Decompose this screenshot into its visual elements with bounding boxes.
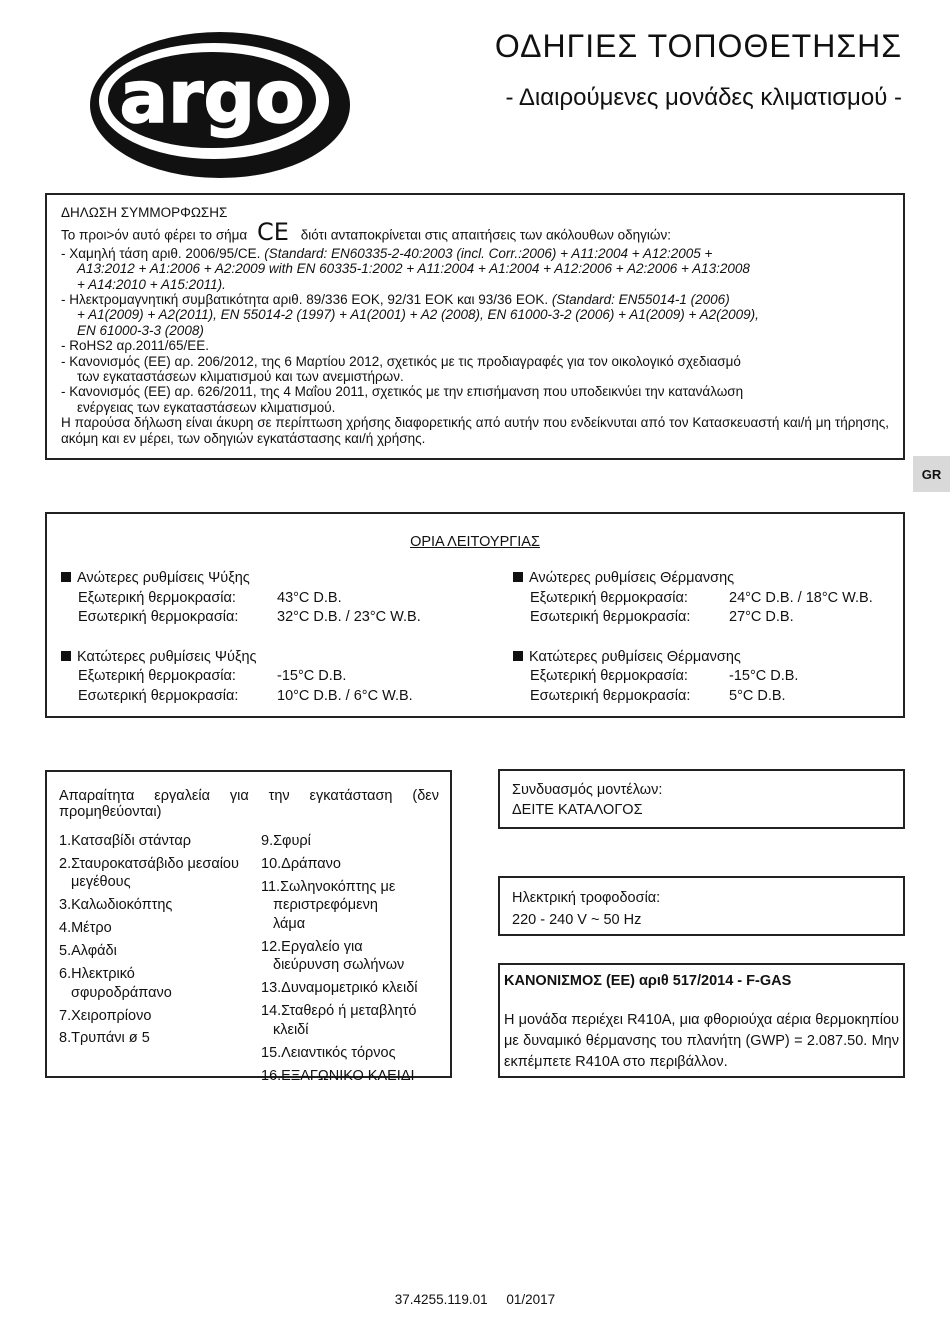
cooling-min-heading: Κατώτερες ρυθμίσεις Ψύξης [61, 648, 421, 668]
tool-item [261, 855, 417, 874]
power-supply-box [498, 876, 905, 936]
tools-list-right [261, 832, 417, 1090]
tool-item-label: 14.Σταθερό ή μεταβλητό [261, 1003, 417, 1020]
fgas-text: Η μονάδα περιέχει R410A, μια φθοριούχα αέρια θερμοκηπίου με δυναμικό θέρμανσης του πλανήτη (GWP) = 2.087.50. Μην εκπέμπετε R410A στο περιβάλλον. [504, 1012, 899, 1070]
cooling-min-outdoor: Εξωτερική θερμοκρασία: -15°C D.B. [78, 668, 347, 684]
ce-mark-text: CE [257, 220, 289, 243]
tool-item [261, 1002, 417, 1039]
tool-item-continuation: λάμα [273, 915, 306, 932]
document-subtitle: - Διαιρούμενες μονάδες κλιματισμού - [505, 84, 902, 111]
footer-date: 01/2017 [506, 1292, 556, 1307]
footer-code: 37.4255.119.01 [394, 1292, 488, 1307]
tool-item-continuation: μεγέθους [71, 874, 131, 891]
fgas-box [498, 963, 905, 1078]
tool-item-label: 8.Τρυπάνι ø 5 [59, 1030, 150, 1047]
bullet-square-icon [61, 572, 71, 582]
declaration-line-text: - Κανονισμός (ΕΕ) αρ. 626/2011, της 4 Μαΐου 2011, σχετικός με την επισήμανση που υποδεικνύει την κατανάλωση [61, 384, 744, 400]
operating-limits-title: ΟΡΙΑ ΛΕΙΤΟΥΡΓΙΑΣ [410, 534, 540, 550]
power-title: Ηλεκτρική τροφοδοσία: [512, 890, 661, 906]
language-tab: GR [913, 456, 950, 492]
tool-item-continuation: κλειδί [273, 1021, 309, 1038]
declaration-box [45, 193, 905, 460]
bullet-square-icon [513, 572, 523, 582]
declaration-line-standard: + A1(2009) + A2(2011), EN 55014-2 (1997) + A1(2001) + A2 (2008), EN 61000-3-2 (2006) + A1(2009) + A2(2009), [77, 307, 759, 323]
declaration-line-standard: + A14:2010 + A15:2011). [77, 276, 226, 292]
declaration-line-text: - Ηλεκτρομαγνητική συμβατικότητα αριθ. 89/336 ΕΟΚ, 92/31 ΕΟΚ και 93/36 ΕΟΚ. [61, 292, 552, 308]
tool-item [261, 832, 417, 851]
tool-item [59, 1029, 239, 1048]
declaration-intro-after: διότι ανταποκρίνεται στις απαιτήσεις των ακόλουθων οδηγιών: [300, 227, 671, 243]
declaration-line [61, 292, 889, 307]
heating-min-heading: Κατώτερες ρυθμίσεις Θέρμανσης [513, 648, 873, 668]
tool-item-label: 6.Ηλεκτρικό [59, 966, 135, 983]
logo-wordmark: argo [119, 55, 305, 139]
declaration-line [61, 323, 889, 338]
tool-item [59, 942, 239, 961]
heating-min-indoor: Εσωτερική θερμοκρασία: 5°C D.B. [530, 687, 786, 704]
models-title: Συνδυασμός μοντέλων: [512, 782, 663, 798]
declaration-closing: Η παρούσα δήλωση είναι άκυρη σε περίπτωση χρήσης διαφορετικής από αυτήν που ενδείκνυται από τον Κατασκευαστή και/ή μη τήρησης, ακόμη και εν μέρει, των οδηγιών εγκατάστασης και/ή χρήσης. [61, 415, 889, 446]
tools-list-left [59, 832, 239, 1052]
tool-item-label: 7.Χειροπρίονο [59, 1007, 152, 1024]
declaration-line [61, 338, 889, 353]
tool-item-label: 13.Δυναμομετρικό κλειδί [261, 980, 418, 997]
argo-logo [88, 30, 353, 180]
heating-min-outdoor: Εξωτερική θερμοκρασία: -15°C D.B. [530, 668, 799, 684]
declaration-line-text: - Κανονισμός (ΕΕ) αρ. 206/2012, της 6 Μαρτίου 2012, σχετικός με τις προδιαγραφές για τον οικολογικό σχεδιασμό [61, 353, 741, 369]
tool-item-label: 2.Σταυροκατσάβιδο μεσαίου [59, 855, 239, 872]
bullet-square-icon [61, 651, 71, 661]
heating-max-heading: Ανώτερες ρυθμίσεις Θέρμανσης [513, 569, 873, 589]
cooling-max-heading: Ανώτερες ρυθμίσεις Ψύξης [61, 569, 421, 589]
tool-item-label: 10.Δράπανο [261, 855, 341, 872]
bullet-square-icon [513, 651, 523, 661]
tool-item [261, 979, 417, 998]
declaration-line-standard: EN 61000-3-3 (2008) [77, 322, 204, 338]
tool-item-label: 3.Καλωδιοκόπτης [59, 897, 173, 914]
declaration-line [61, 369, 889, 384]
declaration-line-standard: (Standard: EN60335-2-40:2003 (incl. Corr.:2006) + A11:2004 + A12:2005 + [264, 245, 713, 261]
tool-item-continuation: σφυροδράπανο [71, 984, 172, 1001]
declaration-line [61, 307, 889, 322]
tool-item-label: 1.Κατσαβίδι στάνταρ [59, 833, 191, 849]
declaration-line [61, 354, 889, 369]
tool-item-continuation: περιστρεφόμενη [273, 897, 378, 914]
heating-limits [513, 569, 873, 706]
heating-max-outdoor: Εξωτερική θερμοκρασία: 24°C D.B. / 18°C W.B. [530, 589, 873, 606]
tool-item [59, 832, 239, 851]
declaration-title: ΔΗΛΩΣΗ ΣΥΜΜΟΡΦΩΣΗΣ [61, 205, 228, 220]
tool-item [59, 965, 239, 1002]
tool-item-label: 15.Λειαντικός τόρνος [261, 1044, 396, 1061]
tool-item-label: 16.ΕΞΑΓΩΝΙΚΟ ΚΛΕΙΔΙ [261, 1067, 415, 1084]
declaration-line [61, 384, 889, 399]
declaration-line-text: - Χαμηλή τάση αριθ. 2006/95/CE. [61, 245, 265, 261]
declaration-lines [61, 246, 889, 415]
tool-item [261, 1044, 417, 1063]
declaration-line [61, 277, 889, 292]
tool-item [261, 938, 417, 975]
declaration-intro-before: Το προι>όν αυτό φέρει το σήμα [61, 227, 248, 243]
tools-title: Απαραίτητα εργαλεία για την εγκατάσταση (δεν προμηθεύονται) [59, 788, 439, 820]
footer [0, 1292, 950, 1307]
declaration-line-text: των εγκαταστάσεων κλιματισμού και των ανεμιστήρων. [77, 369, 404, 385]
declaration-line-standard: (Standard: EN55014-1 (2006) [551, 292, 730, 308]
tool-item-label: 11.Σωληνοκόπτης με [261, 878, 396, 895]
tool-item-label: 9.Σφυρί [261, 833, 311, 849]
declaration-line [61, 400, 889, 415]
tool-item-label: 4.Μέτρο [59, 920, 112, 937]
tool-item [261, 878, 417, 934]
fgas-title: ΚΑΝΟΝΙΣΜΟΣ (ΕΕ) αριθ 517/2014 - F-GAS [504, 973, 792, 989]
tool-item-label: 12.Εργαλείο για [261, 938, 363, 955]
declaration-line [61, 261, 889, 276]
declaration-line-standard: A13:2012 + A1:2006 + A2:2009 with EN 60335-1:2002 + A11:2004 + A1:2004 + A12:2006 + A2:2006 + A13:2008 [77, 261, 750, 277]
heating-max-indoor: Εσωτερική θερμοκρασία: 27°C D.B. [530, 609, 794, 625]
models-box [498, 769, 905, 829]
cooling-min-indoor: Εσωτερική θερμοκρασία: 10°C D.B. / 6°C W.B. [78, 687, 413, 704]
declaration-line [61, 246, 889, 261]
models-value: ΔΕΙΤΕ ΚΑΤΑΛΟΓΟΣ [512, 802, 643, 818]
tool-item [261, 1067, 417, 1086]
tool-item [59, 896, 239, 915]
cooling-max-indoor: Εσωτερική θερμοκρασία: 32°C D.B. / 23°C W.B. [78, 609, 421, 625]
declaration-line-text: ενέργειας των εγκαταστάσεων κλιματισμού. [77, 399, 336, 415]
ce-mark-icon [257, 220, 291, 245]
tool-item [59, 919, 239, 938]
tool-item-continuation: διεύρυνση σωλήνων [273, 957, 405, 974]
tool-item [59, 855, 239, 892]
cooling-limits [61, 569, 421, 706]
tools-box [45, 770, 452, 1084]
tool-item [59, 1007, 239, 1026]
power-value: 220 - 240 V ~ 50 Hz [512, 912, 642, 928]
tool-item-label: 5.Αλφάδι [59, 943, 117, 960]
operating-limits-box [45, 512, 905, 718]
declaration-intro [61, 220, 889, 245]
document-title: ΟΔΗΓΙΕΣ ΤΟΠΟΘΕΤΗΣΗΣ [494, 28, 902, 64]
declaration-line-text: - RoHS2 αρ.2011/65/ΕΕ. [61, 338, 210, 354]
cooling-max-outdoor: Εξωτερική θερμοκρασία: 43°C D.B. [78, 589, 342, 606]
